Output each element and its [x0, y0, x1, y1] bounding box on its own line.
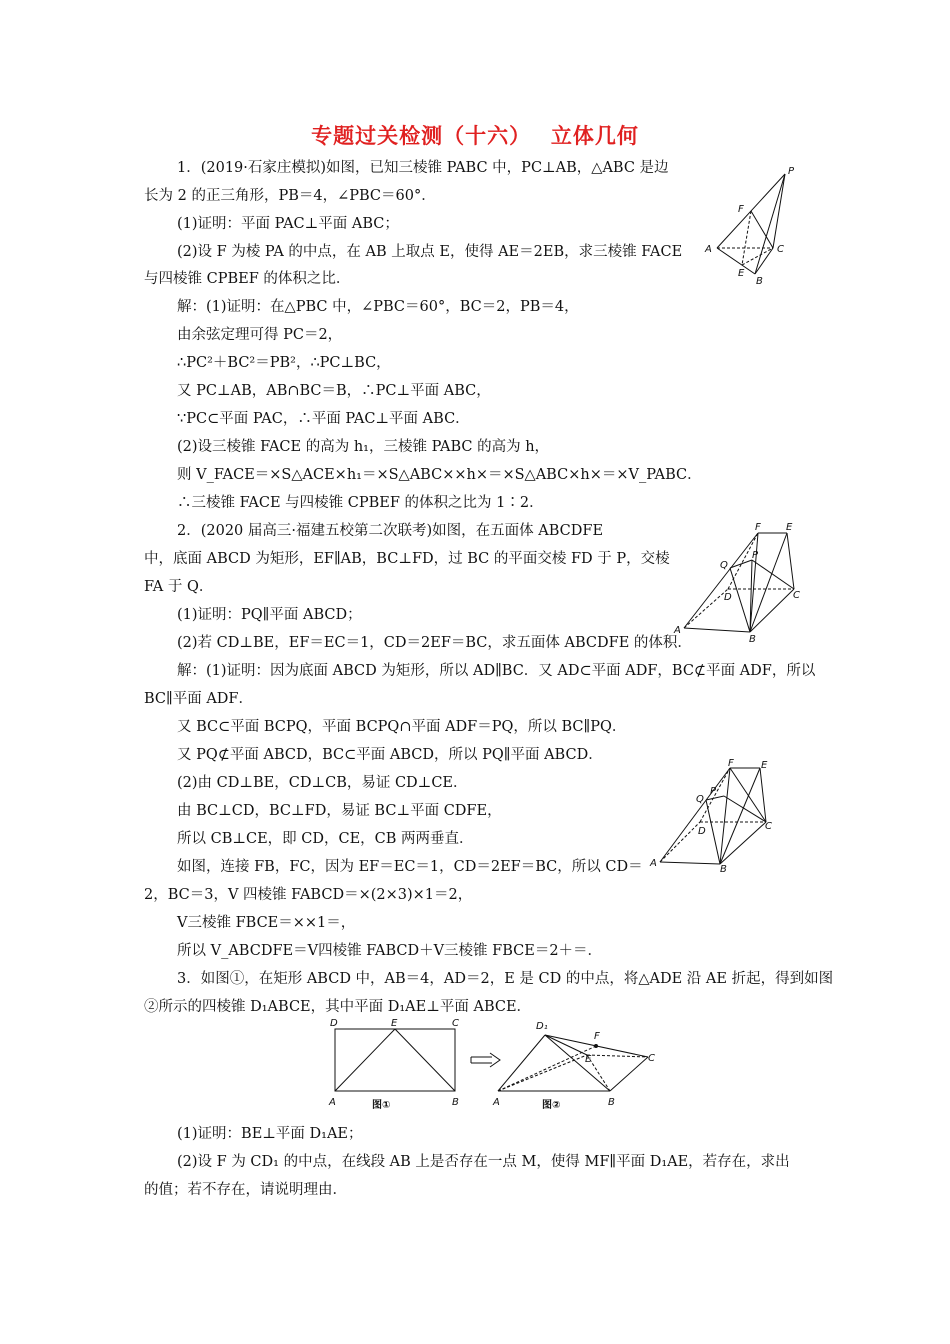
label-c: C: [648, 1053, 655, 1064]
label-a: A: [493, 1097, 500, 1108]
text-line: (2)设 F 为棱 PA 的中点，在 AB 上取点 E，使得 AE＝2EB，求三棱锥 FACE: [177, 244, 683, 260]
label-a: A: [650, 858, 657, 869]
figure-caption: 图②: [542, 1100, 561, 1111]
figure-caption: 图①: [372, 1100, 391, 1111]
text-line: 所以 CB⊥CE，即 CD，CE，CB 两两垂直．: [177, 831, 474, 847]
text-line: (1)证明：BE⊥平面 D₁AE；: [177, 1126, 363, 1142]
label-b: B: [720, 864, 727, 875]
label-d1: D₁: [536, 1021, 548, 1032]
label-q: Q: [720, 560, 728, 571]
label-a: A: [329, 1097, 336, 1108]
label-p: P: [710, 786, 717, 797]
text-line: 由余弦定理可得 PC＝2，: [177, 327, 343, 343]
label-d: D: [330, 1018, 338, 1029]
label-e: E: [391, 1018, 398, 1029]
text-line: ②所示的四棱锥 D₁ABCE，其中平面 D₁AE⊥平面 ABCE．: [144, 999, 532, 1015]
label-a: A: [705, 244, 712, 255]
figure-folded-pyramid: [490, 1015, 665, 1115]
text-line: 则 V_FACE＝×S△ACE×h₁＝×S△ABC××h×＝×S△ABC×h×＝×V_PABC．: [177, 467, 702, 483]
label-c: C: [452, 1018, 459, 1029]
page-title: 专题过关检测（十六） 立体几何: [311, 124, 639, 148]
label-f: F: [738, 204, 744, 215]
text-line: ∴PC²＋BC²＝PB²，∴PC⊥BC，: [177, 355, 391, 371]
label-p: P: [752, 550, 759, 561]
text-line: 2，BC＝3，V 四棱锥 FABCD＝×(2×3)×1＝2，: [144, 887, 473, 903]
text-line: 1．(2019·石家庄模拟)如图，已知三棱锥 PABC 中，PC⊥AB，△ABC 是边: [177, 160, 669, 176]
text-line: 与四棱锥 CPBEF 的体积之比．: [144, 271, 351, 287]
text-line: 又 BC⊂平面 BCPQ，平面 BCPQ∩平面 ADF＝PQ，所以 BC∥PQ．: [177, 719, 627, 735]
text-line: 解：(1)证明：在△PBC 中，∠PBC＝60°，BC＝2，PB＝4，: [177, 299, 579, 315]
text-line: (1)证明：平面 PAC⊥平面 ABC；: [177, 216, 399, 232]
label-d: D: [724, 592, 732, 603]
text-line: ∵PC⊂平面 PAC，∴平面 PAC⊥平面 ABC．: [177, 411, 470, 427]
text-line: (2)由 CD⊥BE，CD⊥CB，易证 CD⊥CE．: [177, 775, 468, 791]
label-e: E: [786, 522, 793, 533]
label-b: B: [756, 276, 763, 287]
text-line: FA 于 Q．: [144, 579, 214, 595]
label-e: E: [738, 268, 745, 279]
text-line: 又 PC⊥AB，AB∩BC＝B，∴PC⊥平面 ABC，: [177, 383, 491, 399]
label-c: C: [793, 590, 800, 601]
text-line: 的值；若不存在，请说明理由．: [144, 1182, 347, 1198]
label-a: A: [674, 625, 681, 636]
text-line: BC∥平面 ADF．: [144, 691, 253, 707]
text-line: (2)若 CD⊥BE，EF＝EC＝1，CD＝2EF＝BC，求五面体 ABCDFE 的体积．: [177, 635, 692, 651]
label-q: Q: [696, 794, 704, 805]
text-line: 2．(2020 届高三·福建五校第二次联考)如图，在五面体 ABCDFE: [177, 523, 604, 539]
label-c: C: [777, 244, 784, 255]
text-line: 解：(1)证明：因为底面 ABCD 为矩形，所以 AD∥BC．又 AD⊂平面 ADF，BC⊄平面 ADF，所以: [177, 663, 816, 679]
figure-pentahedron-2: [648, 756, 788, 876]
text-line: 中，底面 ABCD 为矩形，EF∥AB，BC⊥FD，过 BC 的平面交棱 FD 于 P，交棱: [144, 551, 670, 567]
label-c: C: [765, 821, 772, 832]
label-f: F: [755, 522, 761, 533]
label-f: F: [728, 758, 734, 769]
text-line: 由 BC⊥CD，BC⊥FD，易证 BC⊥平面 CDFE，: [177, 803, 502, 819]
label-b: B: [452, 1097, 459, 1108]
text-line: 如图，连接 FB，FC，因为 EF＝EC＝1，CD＝2EF＝BC，所以 CD＝: [177, 859, 643, 875]
text-line: V三棱锥 FBCE＝××1＝，: [177, 915, 356, 931]
text-line: (1)证明：PQ∥平面 ABCD；: [177, 607, 362, 623]
figure-pentahedron-1: [672, 520, 812, 645]
text-line: 又 PQ⊄平面 ABCD，BC⊂平面 ABCD，所以 PQ∥平面 ABCD．: [177, 747, 603, 763]
label-e: E: [761, 760, 768, 771]
text-line: 所以 V_ABCDFE＝V四棱锥 FABCD＋V三棱锥 FBCE＝2＋＝．: [177, 943, 603, 959]
text-line: ∴三棱锥 FACE 与四棱锥 CPBEF 的体积之比为 1∶2．: [177, 495, 544, 511]
figure-rectangle: [322, 1015, 472, 1115]
text-line: (2)设 F 为 CD₁ 的中点，在线段 AB 上是否存在一点 M，使得 MF∥平面 D₁AE，若存在，求出: [177, 1154, 790, 1170]
text-line: 3．如图①，在矩形 ABCD 中，AB＝4，AD＝2，E 是 CD 的中点，将△ADE 沿 AE 折起，得到如图: [177, 971, 834, 987]
label-d: D: [698, 826, 706, 837]
label-e: E: [585, 1054, 592, 1065]
label-f: F: [594, 1031, 600, 1042]
label-b: B: [608, 1097, 615, 1108]
label-p: P: [788, 166, 795, 177]
label-b: B: [749, 634, 756, 645]
text-line: (2)设三棱锥 FACE 的高为 h₁，三棱锥 PABC 的高为 h，: [177, 439, 550, 455]
text-line: 长为 2 的正三角形，PB＝4，∠PBC＝60°．: [144, 188, 436, 204]
figure-tetrahedron-pabc: [700, 160, 810, 290]
